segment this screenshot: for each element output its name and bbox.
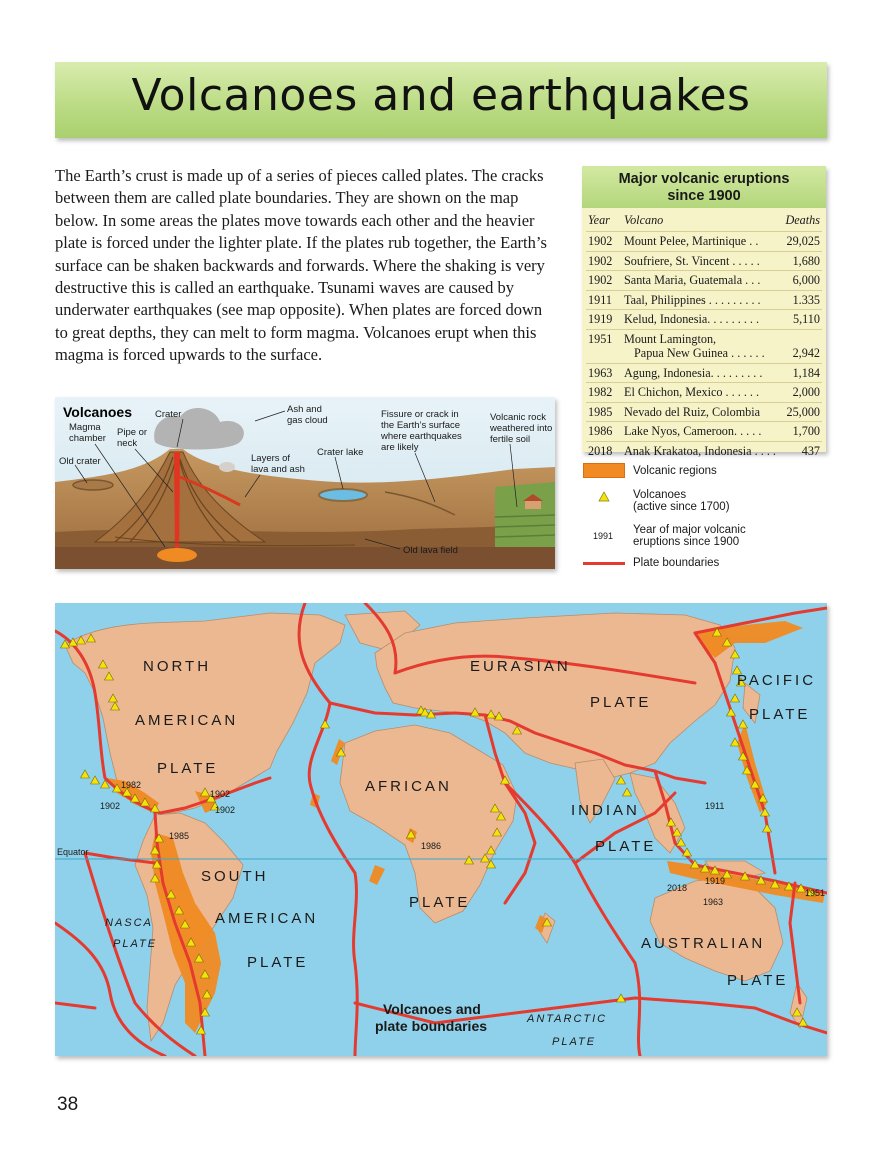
label-fissure-3: where earthquakes [381, 431, 462, 442]
label-indian-plate: PLATE [595, 838, 657, 855]
volcano-cell [622, 383, 782, 403]
plate-boundary-swatch [583, 562, 625, 565]
label-crater: Crater [155, 409, 182, 420]
table-row [586, 383, 822, 403]
year-cell: 1985 [586, 402, 622, 422]
title-banner [55, 62, 827, 138]
volcano-diagram [55, 397, 555, 569]
volcano-cell [622, 363, 782, 383]
volcano-cell [622, 329, 782, 363]
volcano-name-continued: Papua New Guinea . . . . . . [634, 346, 765, 360]
volcano-cell [622, 310, 782, 330]
label-magma-2: chamber [69, 433, 106, 444]
label-pipe-2: neck [117, 438, 138, 449]
label-african: AFRICAN [365, 778, 452, 795]
year-label-1985: 1985 [169, 831, 190, 841]
volcano-name: Kelud, Indonesia. . . . . . . . . [624, 312, 760, 326]
label-crater-lake: Crater lake [317, 447, 364, 458]
volcanic-region-swatch [583, 463, 625, 478]
label-fissure-4: are likely [381, 442, 419, 453]
year-cell: 1982 [586, 383, 622, 403]
label-magma-1: Magma [69, 422, 101, 433]
volcano-cell [622, 290, 782, 310]
world-map [55, 603, 827, 1056]
table-row [586, 441, 822, 460]
label-south: SOUTH [201, 868, 269, 885]
label-south-american: AMERICAN [215, 910, 319, 927]
label-eurasian: EURASIAN [470, 658, 571, 675]
deaths-cell: 437 [782, 441, 822, 460]
deaths-cell: 29,025 [782, 232, 822, 252]
label-eurasian-plate: PLATE [590, 694, 652, 711]
intro-paragraph: The Earth’s crust is made up of a series of pieces called plates. The cracks between them are called plate boundaries. They are shown on the map below. In some areas the plates move towards each other and the heavier plate is forced under the lighter plate. If the plates rub together, the Earth’s surface can be shaken backwards and forwards. Where the shaking is very destructive this is called an earthquake. Tsunami waves are caused by underwater earthquakes (see map opposite). When plates are forced down to great depths, they can melt to form magma. Volcanoes erupt when this magma is forced upwards to the surface. [55, 166, 547, 365]
year-header: Year [588, 213, 610, 227]
volcano-name: Taal, Philippines . . . . . . . . . [624, 292, 761, 307]
deaths-cell: 5,110 [782, 310, 822, 330]
table-row [586, 271, 822, 291]
year-cell: 2018 [586, 441, 622, 460]
deaths-header: Deaths [785, 213, 820, 227]
deaths-cell: 6,000 [782, 271, 822, 291]
label-old-crater: Old crater [59, 456, 101, 467]
year-label-1902-martinique: 1902 [210, 789, 231, 799]
label-nasca-plate: PLATE [113, 938, 158, 950]
label-pacific: PACIFIC [737, 672, 817, 689]
volcano-cell [622, 422, 782, 442]
label-north-american-plate: PLATE [157, 760, 219, 777]
year-cell: 1919 [586, 310, 622, 330]
deaths-cell: 25,000 [782, 402, 822, 422]
deaths-cell: 1,680 [782, 251, 822, 271]
volcano-name: Mount Lamington, [624, 331, 717, 346]
volcano-name: Soufriere, St. Vincent . . . . . [624, 253, 760, 268]
deaths-cell: 1,184 [782, 363, 822, 383]
volcano-name: Mount Pelee, Martinique . . [624, 234, 759, 248]
label-rock-1: Volcanic rock [490, 412, 546, 423]
year-sample-label: 1991 [593, 531, 614, 541]
year-label-1986: 1986 [421, 841, 442, 851]
eruptions-table-panel [582, 166, 826, 458]
deaths-cell: 2,000 [782, 383, 822, 403]
table-row [586, 232, 822, 252]
label-fissure-2: the Earth’s surface [381, 420, 461, 431]
year-cell: 1902 [586, 271, 622, 291]
label-layers-1: Layers of [251, 453, 291, 464]
label-indian: INDIAN [571, 802, 640, 819]
label-ash-1: Ash and [287, 404, 322, 415]
volcano-name: Lake Nyos, Cameroon. . . . . [624, 424, 762, 438]
volcano-cell [622, 251, 782, 271]
label-ash-2: gas cloud [287, 415, 328, 426]
label-south-american-plate: PLATE [247, 954, 309, 971]
year-label-1919: 1919 [705, 876, 726, 886]
volcano-name: El Chichon, Mexico . . . . . . [624, 385, 760, 399]
label-antarctic: ANTARCTIC [527, 1013, 608, 1025]
year-label-1951: 1951 [805, 888, 826, 898]
table-row [586, 422, 822, 442]
volcano-name: Anak Krakatoa, Indonesia . . . . [624, 443, 776, 458]
year-label-2018: 2018 [667, 883, 688, 893]
volcano-triangle-icon [583, 489, 625, 511]
deaths-cell: 1.335 [782, 290, 822, 310]
year-label-1982: 1982 [121, 780, 142, 790]
year-label-1902-guatemala: 1902 [100, 801, 121, 811]
table-row [586, 310, 822, 330]
volcano-name: Santa Maria, Guatemala . . . [624, 273, 761, 287]
page-title: Volcanoes and earthquakes [131, 70, 751, 121]
equator-label: Equator [57, 847, 89, 857]
label-north: NORTH [143, 658, 212, 675]
label-antarctic-plate: PLATE [552, 1036, 597, 1048]
label-old-lava-field: Old lava field [403, 545, 458, 556]
label-rock-3: fertile soil [490, 434, 531, 445]
deaths-cell: 2,942 [782, 329, 822, 363]
label-fissure-1: Fissure or crack in [381, 409, 459, 420]
label-rock-2: weathered into [490, 423, 553, 434]
year-cell: 1902 [586, 232, 622, 252]
volcano-name: Agung, Indonesia. . . . . . . . . [624, 365, 763, 380]
label-african-plate: PLATE [409, 894, 471, 911]
volcano-cell [622, 232, 782, 252]
year-cell: 1986 [586, 422, 622, 442]
label-australian: AUSTRALIAN [641, 935, 766, 952]
year-cell: 1911 [586, 290, 622, 310]
year-cell: 1951 [586, 329, 622, 363]
table-row [586, 363, 822, 383]
map-title-line-1: Volcanoes and [383, 1001, 481, 1017]
table-header-row [586, 212, 822, 232]
year-label-1911: 1911 [705, 801, 725, 811]
table-row [586, 402, 822, 422]
volcano-cell [622, 402, 782, 422]
year-label-1963: 1963 [703, 897, 724, 907]
label-north-american: AMERICAN [135, 712, 239, 729]
volcano-cell [622, 441, 782, 460]
label-nasca: NASCA [105, 917, 153, 929]
table-row [586, 251, 822, 271]
label-australian-plate: PLATE [727, 972, 789, 989]
year-cell: 1902 [586, 251, 622, 271]
deaths-cell: 1,700 [782, 422, 822, 442]
map-title-line-2: plate boundaries [375, 1018, 488, 1034]
table-row [586, 329, 822, 363]
label-pipe-1: Pipe or [117, 427, 148, 438]
volcano-name: Nevado del Ruiz, Colombia [624, 404, 761, 419]
volcano-cell [622, 271, 782, 291]
volcano-header: Volcano [624, 213, 664, 227]
year-cell: 1963 [586, 363, 622, 383]
eruptions-table [586, 212, 822, 460]
page-number: 38 [57, 1094, 79, 1115]
table-row [586, 290, 822, 310]
year-label-1902-st-vincent: 1902 [215, 805, 236, 815]
diagram-title: Volcanoes [63, 404, 132, 420]
label-pacific-plate: PLATE [749, 706, 811, 723]
eruptions-table-title: Major volcanic eruptions since 1900 [582, 166, 826, 208]
label-layers-2: lava and ash [251, 464, 305, 475]
